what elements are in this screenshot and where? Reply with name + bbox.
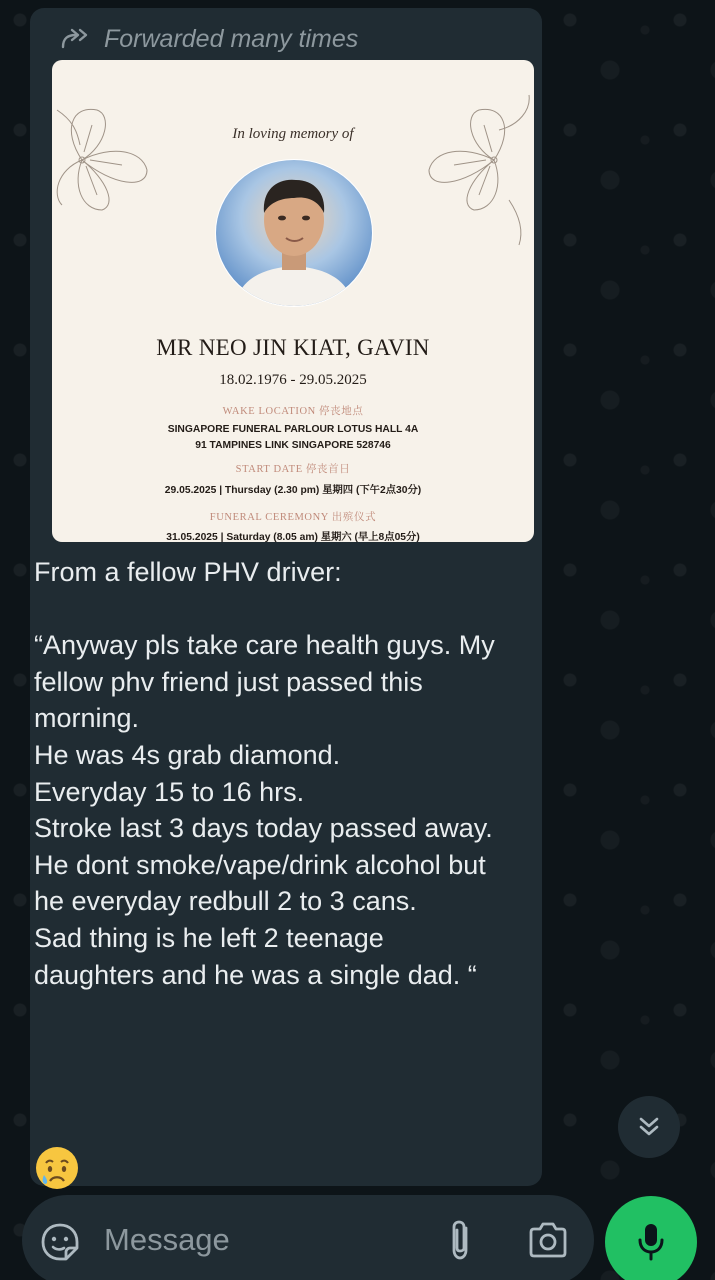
- forwarded-indicator: [60, 22, 358, 56]
- message-input[interactable]: Message: [104, 1222, 230, 1257]
- voice-message-button[interactable]: [605, 1196, 697, 1280]
- start-date-label: START DATE 停丧首日: [235, 464, 351, 475]
- mic-icon: [636, 1222, 666, 1262]
- flower-decoration-left-icon: [52, 90, 162, 240]
- life-dates: 18.02.1976 - 29.05.2025: [219, 372, 367, 388]
- double-chevron-down-icon: [636, 1114, 662, 1140]
- memorial-image[interactable]: [52, 60, 534, 542]
- attach-icon[interactable]: [446, 1218, 474, 1264]
- sticker-icon[interactable]: [40, 1222, 80, 1262]
- funeral-ceremony-value: 31.05.2025 | Saturday (8.05 am) 星期六 (早上8点05分): [166, 532, 420, 542]
- forwarded-label: Forwarded many times: [104, 24, 359, 53]
- start-date-value: 29.05.2025 | Thursday (2.30 pm) 星期四 (下午2点30分): [164, 485, 422, 496]
- scroll-to-bottom-button[interactable]: [618, 1096, 680, 1158]
- flower-decoration-right-icon: [419, 90, 534, 250]
- memorial-heading: In loving memory of: [232, 126, 354, 142]
- crying-face-emoji-icon: [34, 1145, 80, 1191]
- portrait-photo: [214, 158, 374, 308]
- forward-arrows-icon: [60, 27, 94, 51]
- funeral-ceremony-label: FUNERAL CEREMONY 出殡仪式: [209, 512, 377, 523]
- message-text: From a fellow PHV driver: “Anyway pls take care health guys. My fellow phv friend just passed this morning. He was 4s grab diamond. Everyday 15 to 16 hrs. Stroke last 3 days today passed away. He dont smoke/vape/drink alcohol but he everyday redbull 2 to 3 cans. Sad thing is he left 2 teenage daughters and he was a single dad. “: [34, 557, 495, 990]
- wake-location-label: WAKE LOCATION 停丧地点: [222, 406, 364, 417]
- wake-location-line1: SINGAPORE FUNERAL PARLOUR LOTUS HALL 4A: [167, 424, 419, 435]
- camera-icon[interactable]: [527, 1220, 569, 1260]
- wake-location-line2: 91 TAMPINES LINK SINGAPORE 528746: [195, 440, 391, 451]
- deceased-name: MR NEO JIN KIAT, GAVIN: [156, 335, 430, 360]
